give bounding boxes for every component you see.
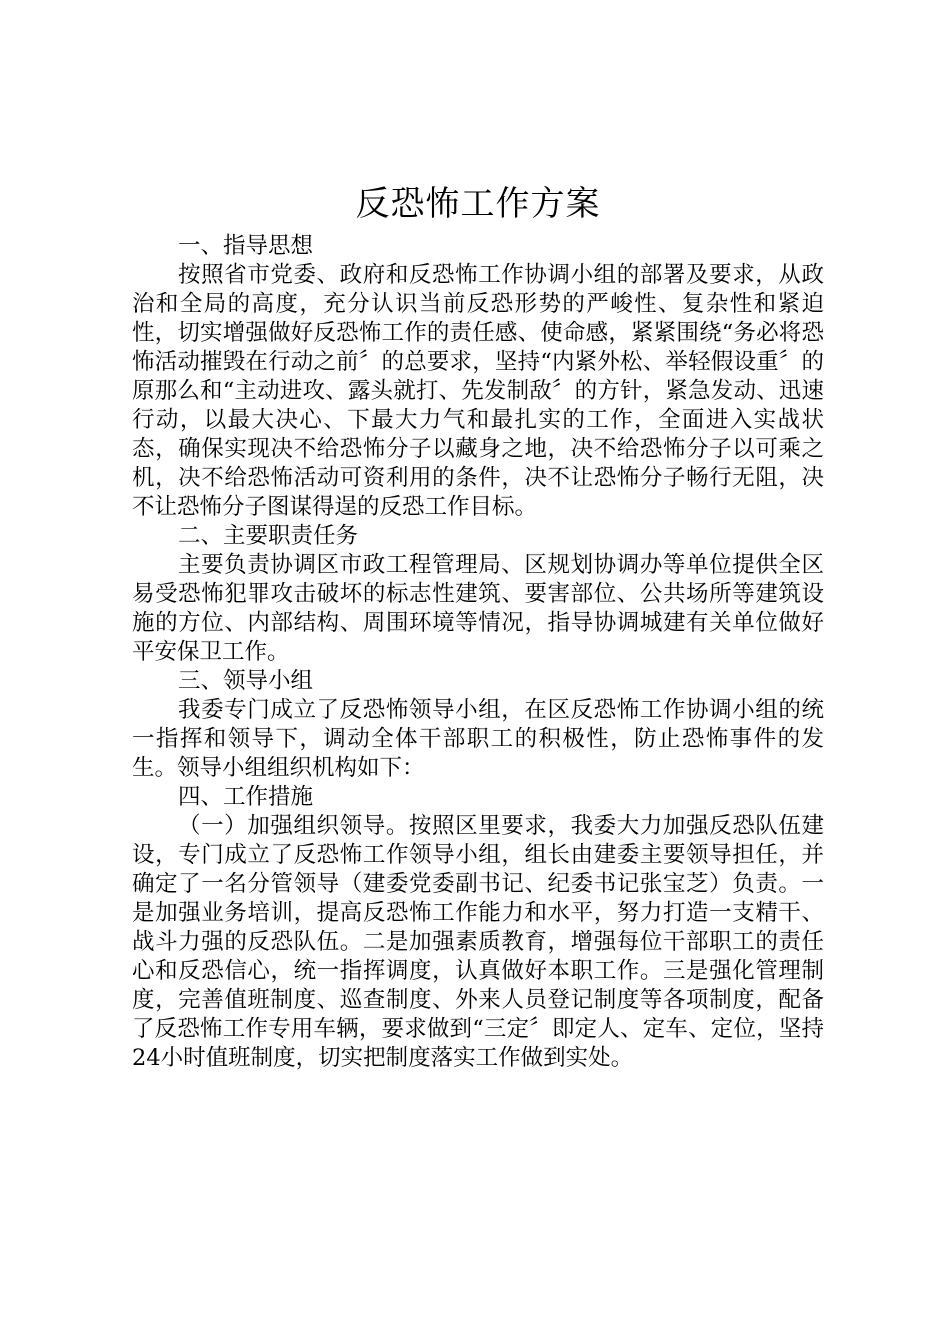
document-page (132, 182, 824, 1073)
section-heading-main-duties: 二、主要职责任务 (178, 523, 359, 549)
section-paragraph: （一）加强组织领导。按照区里要求，我委大力加强反恐队伍建设，专门成立了反恐怖工作领导小组，组长由建委主要领导担任，并确定了一名分管领导（建委党委副书记、纪委书记张宝芝）负责。一是加强业务培训，提高反恐怖工作能力和水平，努力打造一支精干、战斗力强的反恐队伍。二是加强素质教育，增强每位干部职工的责任心和反恐信心，统一指挥调度，认真做好本职工作。三是强化管理制度，完善值班制度、巡查制度、外来人员登记制度等各项制度，配备了反恐怖工作专用车辆，要求做到“三定〞即定人、定车、定位，坚持24小时值班制度，切实把制度落实工作做到实处。 (132, 813, 824, 1071)
section-heading-guiding-ideology: 一、指导思想 (178, 233, 314, 259)
section-paragraph: 主要负责协调区市政工程管理局、区规划协调办等单位提供全区易受恐怖犯罪攻击破坏的标志性建筑、要害部位、公共场所等建筑设施的方位、内部结构、周围环境等情况，指导协调城建有关单位做好平安保卫工作。 (132, 552, 824, 665)
section-paragraph: 按照省市党委、政府和反恐怖工作协调小组的部署及要求，从政治和全局的高度，充分认识当前反恐形势的严峻性、复杂性和紧迫性，切实增强做好反恐怖工作的责任感、使命感，紧紧围绕“务必将恐怖活动摧毁在行动之前〞的总要求，坚持“内紧外松、举轻假设重〞的原那么和“主动进攻、露头就打、先发制敌〞的方针，紧急发动、迅速行动，以最大决心、下最大力气和最扎实的工作，全面进入实战状态，确保实现决不给恐怖分子以藏身之地，决不给恐怖分子以可乘之机，决不给恐怖活动可资利用的条件，决不让恐怖分子畅行无阻，决不让恐怖分子图谋得逞的反恐工作目标。 (132, 262, 824, 520)
section-heading-leading-group: 三、领导小组 (178, 668, 314, 694)
section-heading-work-measures: 四、工作措施 (178, 784, 314, 810)
document-title: 反恐怖工作方案 (355, 184, 601, 224)
section-paragraph: 我委专门成立了反恐怖领导小组，在区反恐怖工作协调小组的统一指挥和领导下，调动全体干部职工的积极性，防止恐怖事件的发生。领导小组组织机构如下： (132, 697, 824, 781)
